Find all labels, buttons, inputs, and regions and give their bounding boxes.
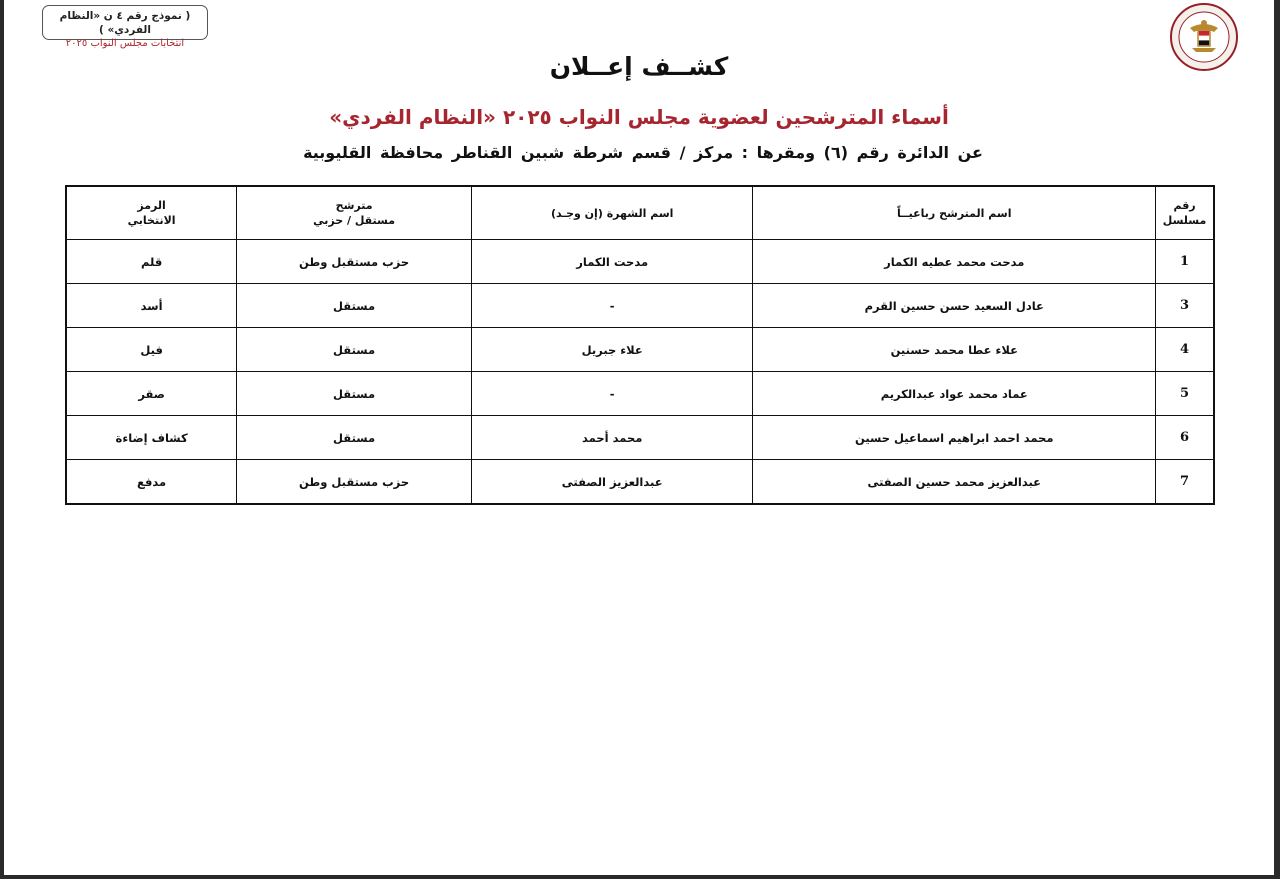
cell-serial: 5 (1156, 372, 1214, 416)
table-row (66, 240, 1214, 284)
cell-candidate-type: مستقل (237, 284, 472, 328)
cell-candidate-type: مستقل (237, 416, 472, 460)
cell-fame-name: عبدالعزيز الصفتى (471, 460, 752, 505)
table-row (66, 328, 1214, 372)
announcement-page (4, 0, 1274, 875)
cell-name: مدحت محمد عطيه الكمار (753, 240, 1156, 284)
cell-symbol: قلم (66, 240, 237, 284)
cell-symbol: صقر (66, 372, 237, 416)
cell-fame-name: - (471, 284, 752, 328)
cell-serial: 3 (1156, 284, 1214, 328)
cell-symbol: فيل (66, 328, 237, 372)
cell-serial: 1 (1156, 240, 1214, 284)
election-label: انتخابات مجلس النواب ٢٠٢٥ (65, 38, 185, 49)
cell-fame-name: محمد أحمد (471, 416, 752, 460)
cell-name: عماد محمد عواد عبدالكريم (753, 372, 1156, 416)
page-title: كشــف إعــلان (549, 52, 729, 81)
cell-candidate-type: مستقل (237, 328, 472, 372)
table-row (66, 416, 1214, 460)
header-symbol (66, 186, 237, 240)
header-serial-line1: رقم (1173, 199, 1196, 212)
table-row (66, 372, 1214, 416)
form-number-box (42, 5, 208, 49)
cell-fame-name: مدحت الكمار (471, 240, 752, 284)
table-header-row (66, 186, 1214, 240)
header-type-line1: مترشح (335, 199, 373, 212)
cell-serial: 7 (1156, 460, 1214, 505)
cell-name: علاء عطا محمد حسنين (753, 328, 1156, 372)
cell-symbol: أسد (66, 284, 237, 328)
header-serial-line2: مسلسل (1162, 214, 1207, 227)
header-symbol-line2: الانتخابي (127, 214, 176, 227)
cell-name: عادل السعيد حسن حسين القرم (753, 284, 1156, 328)
table-row (66, 460, 1214, 505)
cell-fame-name: علاء جبريل (471, 328, 752, 372)
header-symbol-line1: الرمز (137, 199, 166, 212)
cell-candidate-type: مستقل (237, 372, 472, 416)
cell-symbol: كشاف إضاءة (66, 416, 237, 460)
header-serial (1156, 186, 1214, 240)
cell-name: عبدالعزيز محمد حسين الصفتى (753, 460, 1156, 505)
cell-serial: 6 (1156, 416, 1214, 460)
cell-serial: 4 (1156, 328, 1214, 372)
cell-name: محمد احمد ابراهيم اسماعيل حسين (753, 416, 1156, 460)
header-candidate-type (237, 186, 472, 240)
candidates-table (65, 185, 1215, 505)
cell-candidate-type: حزب مستقبل وطن (237, 240, 472, 284)
header-type-line2: مستقل / حزبي (313, 214, 396, 227)
cell-candidate-type: حزب مستقبل وطن (237, 460, 472, 505)
cell-fame-name: - (471, 372, 752, 416)
page-subtitle: أسماء المترشحين لعضوية مجلس النواب ٢٠٢٥ «النظام الفردي» (329, 105, 949, 129)
form-number-label: ( نموذج رقم ٤ ن «النظام الفردي» ) (59, 10, 191, 36)
header-fame-name: اسم الشهرة (إن وجـد) (471, 186, 752, 240)
header-name: اسم المترشح رباعيــاً (753, 186, 1156, 240)
cell-symbol: مدفع (66, 460, 237, 505)
district-line: عن الدائرة رقم (٦) ومقرها : مركز / قسم شرطة شبين القناطر محافظة القليوبية (303, 143, 983, 162)
table-row (66, 284, 1214, 328)
